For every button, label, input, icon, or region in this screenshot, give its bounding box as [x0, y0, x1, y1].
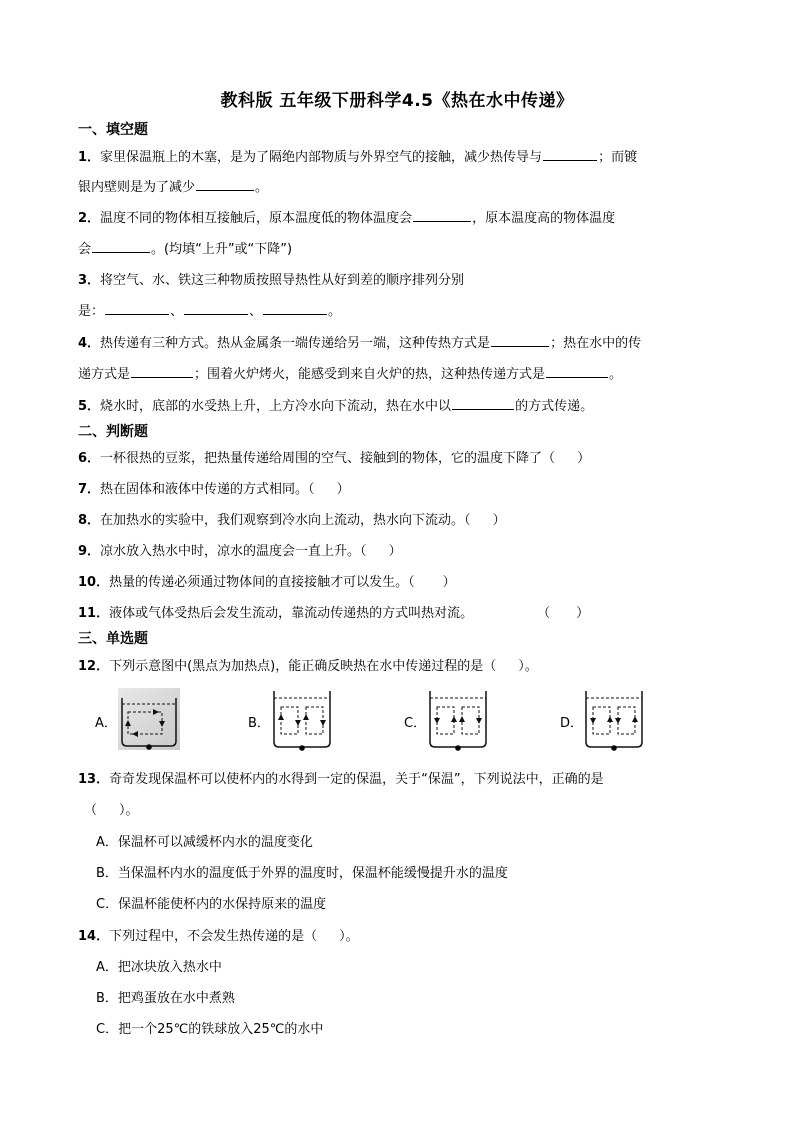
option-c-diagram[interactable] — [427, 690, 489, 752]
option-b[interactable]: B．把鸡蛋放在水中煮熟 — [96, 991, 235, 1006]
question-text: ；围着火炉烤火，能感受到来自火炉的热，这种热传递方式是 — [194, 367, 546, 382]
answer-blank[interactable] — [452, 395, 514, 410]
question-text: 。 — [609, 367, 623, 382]
question-12 — [78, 655, 538, 674]
question-text: ，原本温度高的物体温度 — [472, 211, 616, 226]
question-number: 8． — [78, 513, 101, 528]
option-a-label[interactable]: A． — [95, 716, 117, 731]
option-b[interactable]: B．当保温杯内水的温度低于外界的温度时，保温杯能缓慢提升水的温度 — [96, 866, 508, 881]
option-c[interactable]: C．保温杯能使杯内的水保持原来的温度 — [96, 897, 327, 912]
question-number: 5． — [78, 399, 101, 414]
arrow-down-icon — [295, 720, 301, 726]
question-text: ） — [442, 575, 456, 590]
question-text: 将空气、水、铁这三种物质按照导热性从好到差的顺序排列分别 — [100, 273, 465, 288]
arrow-down-icon — [590, 718, 596, 724]
question-text: ）。 — [339, 929, 359, 944]
question-1-line-2 — [78, 176, 268, 195]
option-b-label[interactable]: B． — [248, 716, 270, 731]
arrow-down-icon — [434, 718, 440, 724]
question-text: （ — [537, 606, 551, 621]
question-number: 4． — [78, 336, 101, 351]
question-text: ） — [388, 544, 402, 559]
question-text: 、 — [170, 304, 184, 319]
question-11 — [78, 602, 589, 621]
arrow-up-icon — [459, 716, 465, 722]
option-a-diagram[interactable] — [118, 688, 180, 750]
question-5 — [78, 395, 593, 414]
question-text: 。 — [255, 180, 269, 195]
question-3-line-1 — [78, 269, 464, 288]
flow-loop-right — [618, 707, 635, 734]
answer-blank[interactable] — [491, 332, 549, 347]
section-judge-heading: 二、判断题 — [78, 424, 148, 440]
question-text: ） — [492, 513, 506, 528]
arrow-down-icon — [320, 720, 326, 726]
question-number: 1． — [78, 150, 101, 165]
question-text: （ — [84, 803, 98, 818]
heat-point-icon — [299, 745, 305, 751]
question-10 — [78, 571, 456, 590]
question-8 — [78, 509, 506, 528]
question-1-line-1 — [78, 146, 637, 165]
option-c[interactable]: C．把一个25℃的铁球放入25℃的水中 — [96, 1022, 324, 1037]
answer-blank[interactable] — [92, 238, 150, 253]
question-text: 热量的传递必须通过物体间的直接接触才可以发生。（ — [109, 575, 415, 590]
option-b-diagram[interactable] — [271, 690, 333, 752]
question-number: 14． — [78, 929, 110, 944]
option-a[interactable]: A．把冰块放入热水中 — [96, 960, 222, 975]
answer-blank[interactable] — [105, 300, 169, 315]
option-a[interactable]: A．保温杯可以减缓杯内水的温度变化 — [96, 835, 313, 850]
question-text: 银内壁则是为了减少 — [78, 180, 196, 195]
arrow-up-icon — [607, 716, 613, 722]
answer-blank[interactable] — [543, 146, 597, 161]
page-title: 教科版 五年级下册科学4.5《热在水中传递》 — [220, 91, 574, 111]
arrow-down-icon — [615, 718, 621, 724]
arrow-up-icon — [632, 716, 638, 722]
question-text: ）。 — [119, 803, 139, 818]
heat-point-icon — [455, 745, 461, 751]
question-number: 12． — [78, 659, 110, 674]
question-number: 11． — [78, 606, 110, 621]
arrow-up-icon — [303, 714, 309, 720]
answer-blank[interactable] — [546, 363, 608, 378]
question-text: 的方式传递。 — [515, 399, 594, 414]
question-text: 奇奇发现保温杯可以使杯内的水得到一定的保温，关于“保温”，下列说法中，正确的是 — [109, 772, 604, 787]
answer-blank[interactable] — [413, 207, 471, 222]
question-4-line-1 — [78, 332, 641, 351]
question-text: 在加热水的实验中，我们观察到冷水向上流动，热水向下流动。（ — [100, 513, 471, 528]
question-text: 会 — [78, 242, 92, 257]
question-number: 2． — [78, 211, 101, 226]
question-text: 。 — [328, 304, 342, 319]
section-fill-heading: 一、填空题 — [78, 122, 148, 138]
question-number: 3． — [78, 273, 101, 288]
question-text: 热在固体和液体中传递的方式相同。（ — [100, 482, 315, 497]
question-text: ；热在水中的传 — [550, 336, 642, 351]
heat-point-icon — [611, 745, 617, 751]
question-9 — [78, 540, 402, 559]
question-text: 凉水放入热水中时，凉水的温度会一直上升。（ — [100, 544, 367, 559]
question-text: 温度不同的物体相互接触后，原本温度低的物体温度会 — [100, 211, 413, 226]
answer-blank[interactable] — [184, 300, 248, 315]
answer-blank[interactable] — [263, 300, 327, 315]
question-text: 下列示意图中(黑点为加热点)，能正确反映热在水中传递过程的是（ — [109, 659, 497, 674]
section-choice-heading: 三、单选题 — [78, 631, 148, 647]
question-text: 。(均填“上升”或“下降”) — [151, 242, 293, 257]
question-4-line-2 — [78, 363, 622, 382]
answer-blank[interactable] — [131, 363, 193, 378]
heat-point-icon — [146, 744, 152, 750]
question-text: ；而镀 — [598, 150, 638, 165]
answer-blank[interactable] — [196, 176, 254, 191]
flow-loop-left — [593, 707, 610, 734]
question-number: 13． — [78, 772, 110, 787]
flow-loop-left — [437, 707, 454, 734]
question-6 — [78, 447, 590, 466]
option-d-diagram[interactable] — [583, 690, 645, 752]
question-2-line-1 — [78, 207, 615, 226]
question-text: ） — [577, 451, 591, 466]
question-2-line-2 — [78, 238, 292, 257]
question-text: 下列过程中，不会发生热传递的是（ — [109, 929, 318, 944]
question-14 — [78, 925, 359, 944]
photo-background — [118, 688, 180, 750]
question-text: 热传递有三种方式。热从金属条一端传递给另一端，这种传热方式是 — [100, 336, 491, 351]
question-number: 9． — [78, 544, 101, 559]
question-number: 6． — [78, 451, 101, 466]
arrow-down-icon — [476, 718, 482, 724]
question-7 — [78, 478, 350, 497]
question-13-line-1 — [78, 768, 604, 787]
question-number: 10． — [78, 575, 110, 590]
question-text: 、 — [249, 304, 263, 319]
arrow-up-icon — [451, 716, 457, 722]
question-text: ） — [576, 606, 590, 621]
arrow-up-icon — [278, 714, 284, 720]
question-text: 一杯很热的豆浆，把热量传递给周围的空气、接触到的物体，它的温度下降了（ — [100, 451, 556, 466]
option-d-label[interactable]: D． — [560, 716, 584, 731]
option-c-label[interactable]: C． — [404, 716, 427, 731]
question-text: 递方式是 — [78, 367, 131, 382]
question-text: 烧水时，底部的水受热上升，上方冷水向下流动，热在水中以 — [100, 399, 452, 414]
question-text: ）。 — [518, 659, 538, 674]
question-text: 液体或气体受热后会发生流动，靠流动传递热的方式叫热对流。 — [109, 606, 474, 621]
question-text: 家里保温瓶上的木塞，是为了隔绝内部物质与外界空气的接触，减少热传导与 — [100, 150, 543, 165]
question-13-line-2 — [84, 799, 139, 818]
question-3-line-2 — [78, 300, 341, 319]
question-text: ） — [336, 482, 350, 497]
flow-loop-right — [462, 707, 479, 734]
question-text: 是： — [78, 304, 105, 319]
question-number: 7． — [78, 482, 101, 497]
